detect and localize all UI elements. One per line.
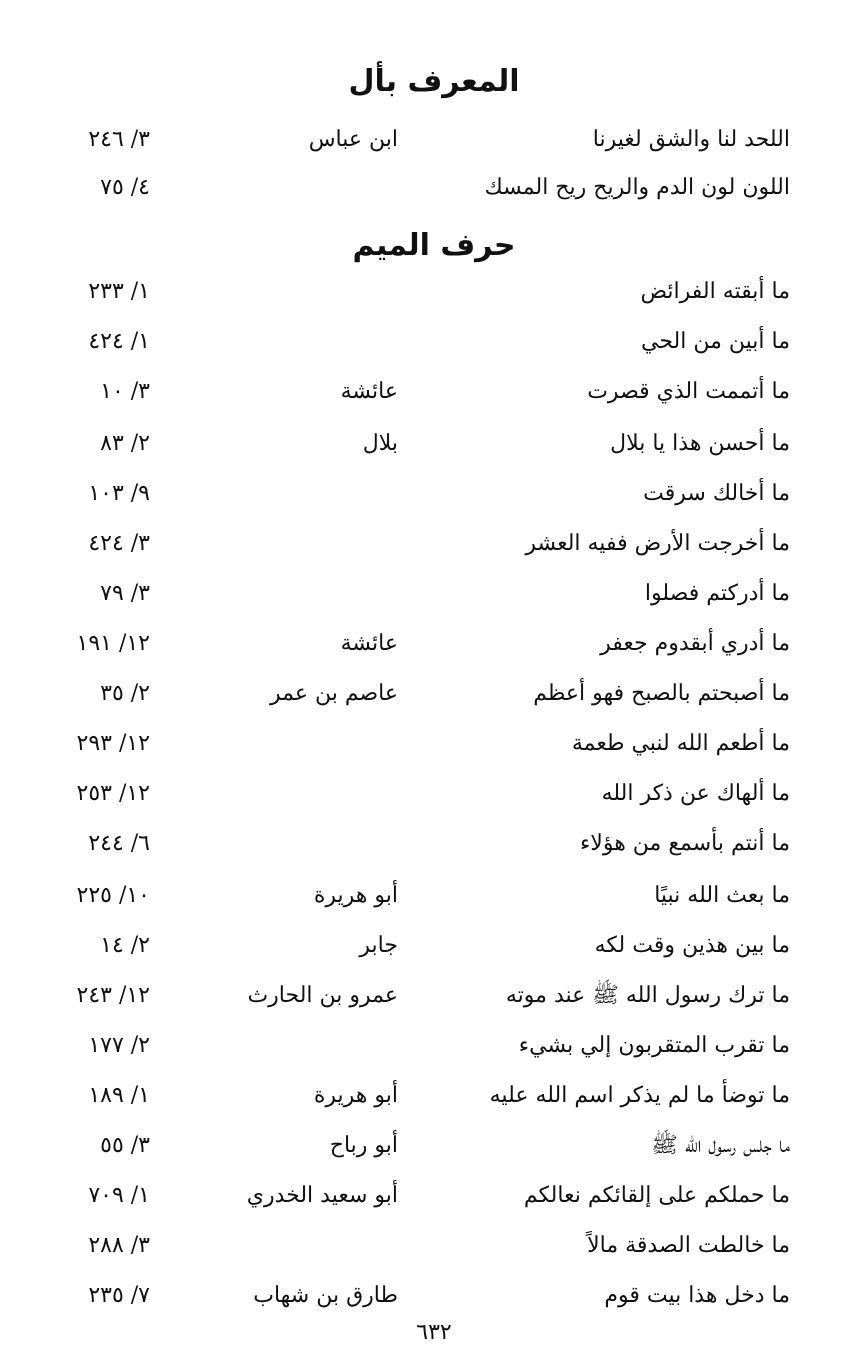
volume-page-ref: ١/ ٧٠٩	[88, 1183, 150, 1208]
index-row	[0, 272, 868, 312]
volume-page-ref: ١٢/ ٢٤٣	[76, 983, 150, 1008]
index-row	[0, 926, 868, 966]
hadith-text: ما ترك رسول الله ﷺ عند موته	[505, 983, 790, 1008]
narrator-name: عائشة	[340, 379, 398, 404]
index-row	[0, 372, 868, 412]
volume-page-ref: ٢/ ٣٥	[100, 681, 150, 706]
index-row	[0, 120, 868, 160]
hadith-text: اللحد لنا والشق لغيرنا	[592, 127, 790, 152]
index-row	[0, 524, 868, 564]
index-row	[0, 976, 868, 1016]
volume-page-ref: ٦/ ٢٤٤	[88, 831, 150, 856]
narrator-name: ابن عباس	[308, 127, 398, 152]
hadith-text: ما أدري أبقدوم جعفر	[600, 631, 790, 656]
volume-page-ref: ٢/ ١٧٧	[88, 1033, 150, 1058]
volume-page-ref: ١٢/ ٢٥٣	[76, 781, 150, 806]
volume-page-ref: ٢/ ١٤	[100, 933, 150, 958]
section-heading-definite: المعرف بأل	[348, 64, 520, 99]
hadith-text: ما توضأ ما لم يذكر اسم الله عليه	[489, 1083, 790, 1108]
volume-page-ref: ١/ ٢٣٣	[88, 279, 150, 304]
hadith-text: ما أتممت الذي قصرت	[587, 379, 790, 404]
volume-page-ref: ٤/ ٧٥	[100, 175, 150, 200]
index-row	[0, 674, 868, 714]
hadith-text: ما تقرب المتقربون إلي بشيء	[518, 1033, 790, 1058]
hadith-text: ما بين هذين وقت لكه	[594, 933, 790, 958]
narrator-name: أبو هريرة	[313, 1083, 398, 1108]
section-heading-meem: حرف الميم	[352, 228, 516, 263]
hadith-text: ما دخل هذا بيت قوم	[604, 1283, 790, 1308]
narrator-name: عاصم بن عمر	[270, 681, 398, 706]
index-row	[0, 1276, 868, 1316]
index-row	[0, 824, 868, 864]
index-row	[0, 1176, 868, 1216]
hadith-text: ما أحسن هذا يا بلال	[610, 431, 790, 456]
index-row	[0, 1076, 868, 1116]
index-row	[0, 624, 868, 664]
volume-page-ref: ٣/ ٤٢٤	[88, 531, 150, 556]
volume-page-ref: ٩/ ١٠٣	[88, 481, 150, 506]
hadith-text: ما أخرجت الأرض ففيه العشر	[525, 531, 790, 556]
narrator-name: أبو هريرة	[313, 883, 398, 908]
hadith-text: ما حملكم على إلقائكم نعالكم	[523, 1183, 790, 1208]
index-row	[0, 574, 868, 614]
hadith-text: اللون لون الدم والريح ريح المسك	[484, 175, 790, 200]
index-row	[0, 1226, 868, 1266]
hadith-text: ما أخالك سرقت	[643, 481, 790, 506]
narrator-name: أبو سعيد الخدري	[246, 1183, 398, 1208]
volume-page-ref: ٣/ ٢٨٨	[88, 1233, 150, 1258]
hadith-text: ما ألهاك عن ذكر الله	[601, 781, 790, 806]
hadith-text: ما أطعم الله لنبي طعمة	[571, 731, 790, 756]
volume-page-ref: ٢/ ٨٣	[100, 431, 150, 456]
volume-page-ref: ٣/ ٧٩	[100, 581, 150, 606]
hadith-text: ما أصبحتم بالصبح فهو أعظم	[533, 681, 790, 706]
narrator-name: طارق بن شهاب	[253, 1283, 398, 1308]
hadith-text: ما جلس رسول الله ﷺ	[651, 1133, 790, 1158]
index-row	[0, 474, 868, 514]
hadith-text: ما أنتم بأسمع من هؤلاء	[579, 831, 790, 856]
narrator-name: أبو رباح	[329, 1133, 398, 1158]
index-row	[0, 168, 868, 208]
volume-page-ref: ١٢/ ٢٩٣	[76, 731, 150, 756]
hadith-text: ما أبين من الحي	[641, 329, 790, 354]
volume-page-ref: ٧/ ٢٣٥	[88, 1283, 150, 1308]
narrator-name: عائشة	[340, 631, 398, 656]
index-row	[0, 322, 868, 362]
index-row	[0, 774, 868, 814]
page-number: ٦٣٢	[416, 1320, 452, 1345]
index-row	[0, 1026, 868, 1066]
volume-page-ref: ١٠/ ٢٢٥	[76, 883, 150, 908]
hadith-text: ما بعث الله نبيًا	[654, 883, 790, 908]
volume-page-ref: ٣/ ٥٥	[100, 1133, 150, 1158]
volume-page-ref: ٣/ ١٠	[100, 379, 150, 404]
narrator-name: جابر	[359, 933, 398, 958]
index-row	[0, 876, 868, 916]
index-row	[0, 1126, 868, 1166]
index-row	[0, 424, 868, 464]
hadith-text: ما أدركتم فصلوا	[644, 581, 790, 606]
volume-page-ref: ١/ ١٨٩	[88, 1083, 150, 1108]
index-row	[0, 724, 868, 764]
volume-page-ref: ٣/ ٢٤٦	[88, 127, 150, 152]
narrator-name: عمرو بن الحارث	[247, 983, 398, 1008]
hadith-text: ما أبقته الفرائض	[640, 279, 790, 304]
narrator-name: بلال	[362, 431, 398, 456]
hadith-text: ما خالطت الصدقة مالاً	[587, 1233, 790, 1258]
volume-page-ref: ١/ ٤٢٤	[88, 329, 150, 354]
volume-page-ref: ١٢/ ١٩١	[76, 631, 150, 656]
